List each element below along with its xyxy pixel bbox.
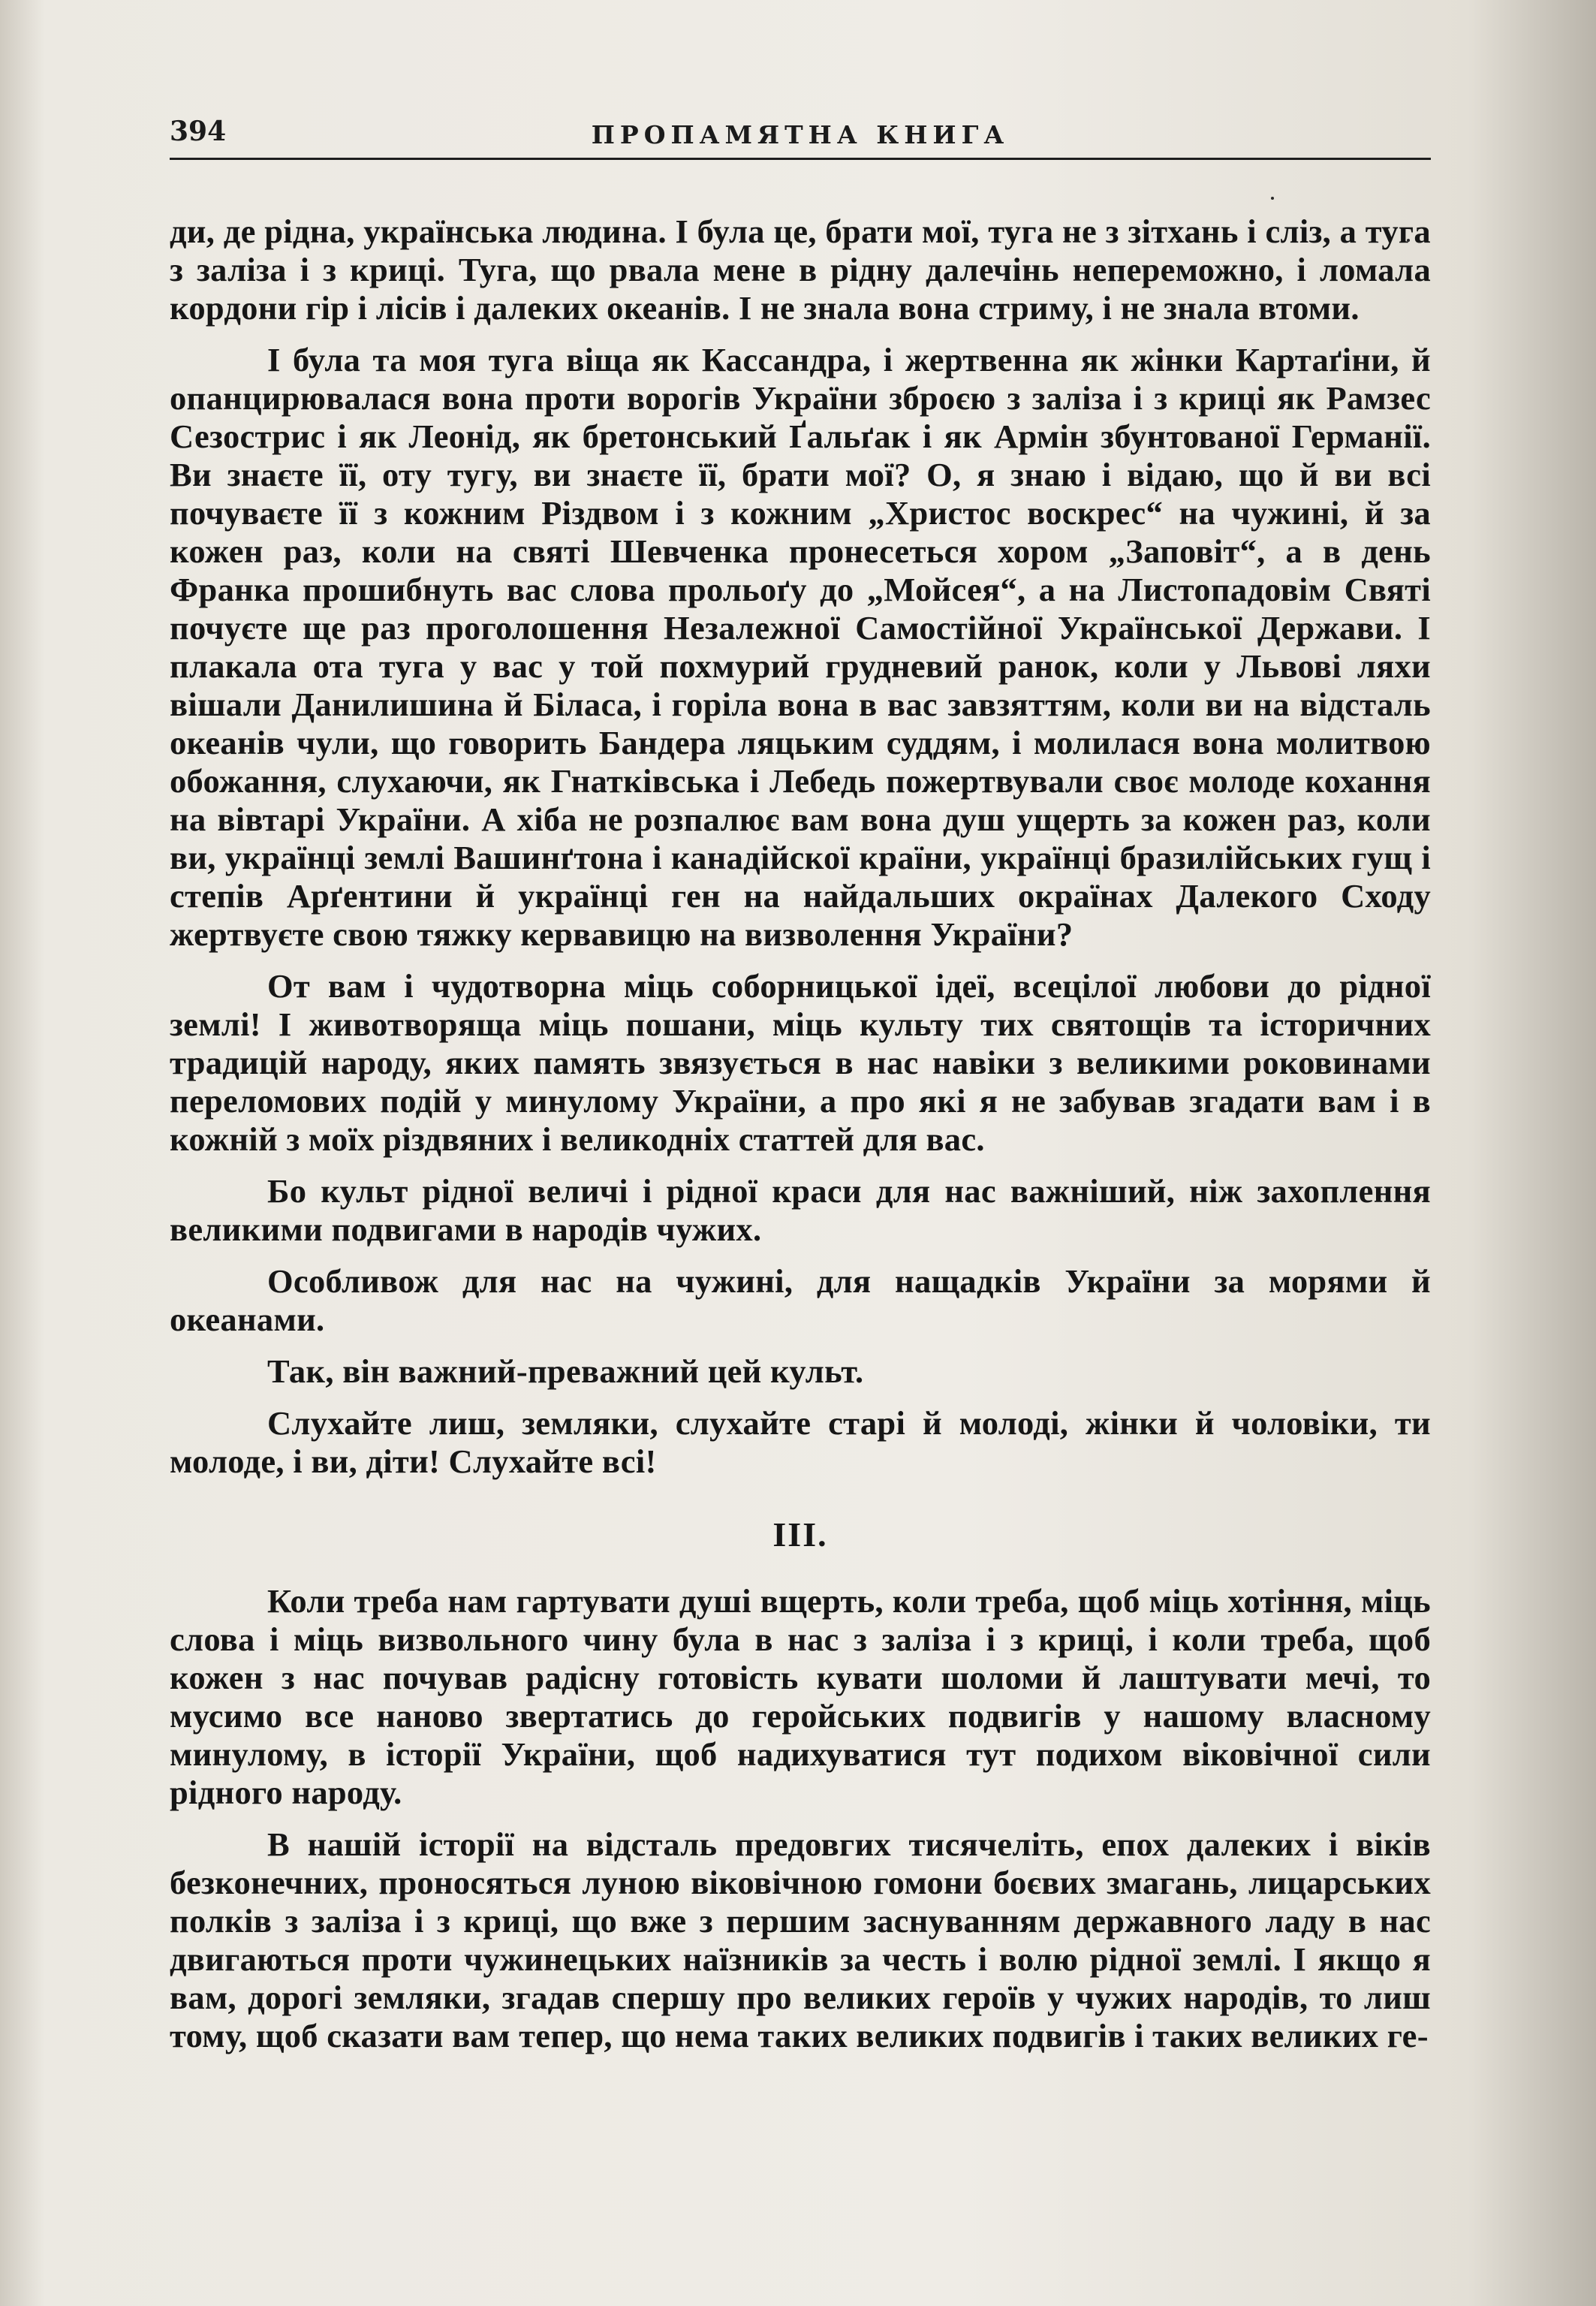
ink-speck <box>1271 197 1274 200</box>
section-heading: III. <box>772 1515 828 1554</box>
running-title: ПРОПАМЯТНА КНИГА <box>591 120 1010 149</box>
paragraph: Слухайте лиш, земляки, слухайте старі й молоді, жінки й чоловіки, ти молоде, і ви, діти! Слухайте всі! <box>170 1404 1431 1480</box>
paragraph: Особливож для нас на чужині, для нащадків України за морями й океанами. <box>170 1262 1431 1338</box>
page-number: 394 <box>170 116 227 147</box>
paragraph: І була та моя туга віща як Кассандра, і жертвенна як жінки Картаґіни, й опанцирювалася вона проти ворогів України зброєю з заліза і з криці як Рамзес Сезострис і як Леонід, як бретонський Ґальґак і як Армін збунтованої Германії. Ви знаєте її, оту тугу, ви знаєте її, брати мої? О, я знаю і відаю, що й ви всі почуваєте її з кожним Різдвом і з кожним „Христос воскрес“ на чужині, й за кожен раз, коли на святі Шевченка пронесеться хором „Заповіт“, а в день Франка прошибнуть вас слова прольоґу до „Мойсея“, а на Листопадовім Святі почуєте ще раз проголошення Незалежної Самостійної Української Держави. І плакала ота туга у вас у той похмурий грудневий ранок, коли у Львові ляхи вішали Данилишина й Біласа, і горіла вона в вас завзяттям, коли ви на відсталь океанів чули, що говорить Бандера ляцьким суддям, і молилася вона молитвою обожання, слухаючи, як Гнатківська і Лебедь пожертвували своє молоде кохання на вівтарі України. А хіба не розпалює вам вона душ ущерть за кожен раз, коли ви, українці землі Вашинґтона і канадійскої країни, українці бразилійських гущ і степів Арґентини й українці ген на найдальших окраїнах Далекого Сходу жертвуєте свою тяжку кервавицю на визволення України? <box>170 341 1431 953</box>
paragraph: Так, він важний-преважний цей культ. <box>267 1352 864 1390</box>
body-text <box>170 213 1431 2069</box>
running-header <box>170 113 1431 159</box>
paragraph: ди, де рідна, українська людина. І була це, брати мої, туга не з зітхань і сліз, а туга з заліза і з криці. Туга, що рвала мене в рідну далечінь непереможно, і ломала кордони гір і лісів і далеких океанів. І не знала вона стриму, і не знала втоми. <box>170 213 1431 327</box>
paragraph: Бо культ рідної величі і рідної краси для нас важніший, ніж захоплення великими подвигами в народів чужих. <box>170 1172 1431 1248</box>
paragraph: От вам і чудотворна міць соборницької ідеї, всецілої любови до рідної землі! І животворяща міць пошани, міць культу тих святощів та історичних традицій народу, яких память звязується в нас навіки з великими роковинами переломових подій у минулому України, а про які я не забував згадати вам і в кожній з моїх різдвяних і великодніх статтей для вас. <box>170 967 1431 1158</box>
header-rule <box>170 158 1431 160</box>
paragraph: В нашій історії на відсталь предовгих тисячеліть, епох далеких і віків безконечних, проносяться луною віковічною гомони боєвих змагань, лицарських полків з заліза і з криці, що вже з першим заснуванням державного ладу в нас двигаються проти чужинецьких наїзників за честь і волю рідної землі. І якщо я вам, дорогі земляки, згадав спершу про великих героїв у чужих народів, то лиш тому, щоб сказати вам тепер, що нема таких великих подвигів і таких великих ге- <box>170 1825 1431 2054</box>
binding-shadow <box>0 0 45 2306</box>
paragraph: Коли треба нам гартувати душі вщерть, коли треба, щоб міць хотіння, міць слова і міць визвольного чину була в нас з заліза і з криці, і коли треба, щоб кожен з нас почував радісну готовість кувати шоломи й лаштувати мечі, то мусимо все наново звертатись до геройських подвигів у нашому власному минулому, в історії України, щоб надихуватися тут подихом віковічної сили рідного народу. <box>170 1582 1431 1811</box>
